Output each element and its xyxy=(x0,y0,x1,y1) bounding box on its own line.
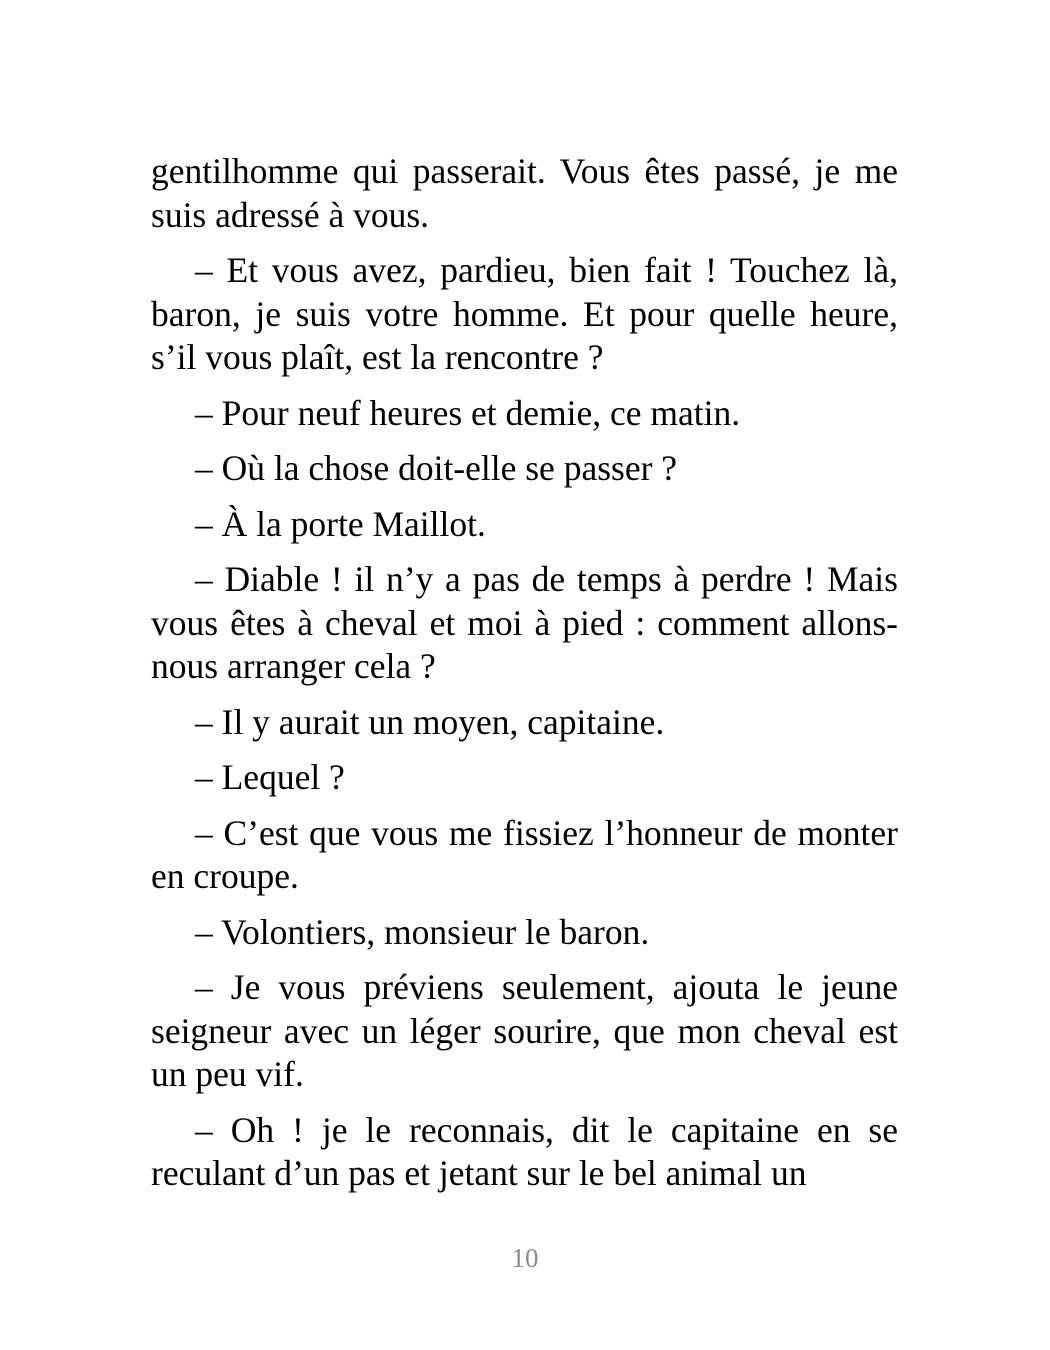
dialogue-paragraph: – Je vous préviens seulement, ajouta le jeune seigneur avec un léger sourire, que mon cheval est un peu vif. xyxy=(151,967,898,1094)
dialogue-paragraph: – Et vous avez, pardieu, bien fait ! Touchez là, baron, je suis votre homme. Et pour quelle heure, s’il vous plaît, est la rencontre ? xyxy=(151,250,898,377)
dialogue-paragraph: – C’est que vous me fissiez l’honneur de monter en croupe. xyxy=(151,812,898,896)
body-text xyxy=(151,150,898,1208)
dialogue-paragraph: – Oh ! je le reconnais, dit le capitaine en se reculant d’un pas et jetant sur le bel animal un xyxy=(151,1109,898,1193)
dialogue-paragraph: – Diable ! il n’y a pas de temps à perdre ! Mais vous êtes à cheval et moi à pied : comment allons-nous arranger cela ? xyxy=(151,559,898,686)
dialogue-paragraph: – Il y aurait un moyen, capitaine. xyxy=(195,701,665,742)
page-number: 10 xyxy=(511,1243,539,1273)
dialogue-paragraph: – Lequel ? xyxy=(195,757,345,797)
dialogue-paragraph: – Pour neuf heures et demie, ce matin. xyxy=(195,392,741,433)
paragraph-continuation: gentilhomme qui passerait. Vous êtes passé, je me suis adressé à vous. xyxy=(151,151,898,235)
dialogue-paragraph: – Volontiers, monsieur le baron. xyxy=(195,911,650,952)
dialogue-paragraph: – À la porte Maillot. xyxy=(195,503,486,544)
dialogue-paragraph: – Où la chose doit-elle se passer ? xyxy=(195,448,678,488)
